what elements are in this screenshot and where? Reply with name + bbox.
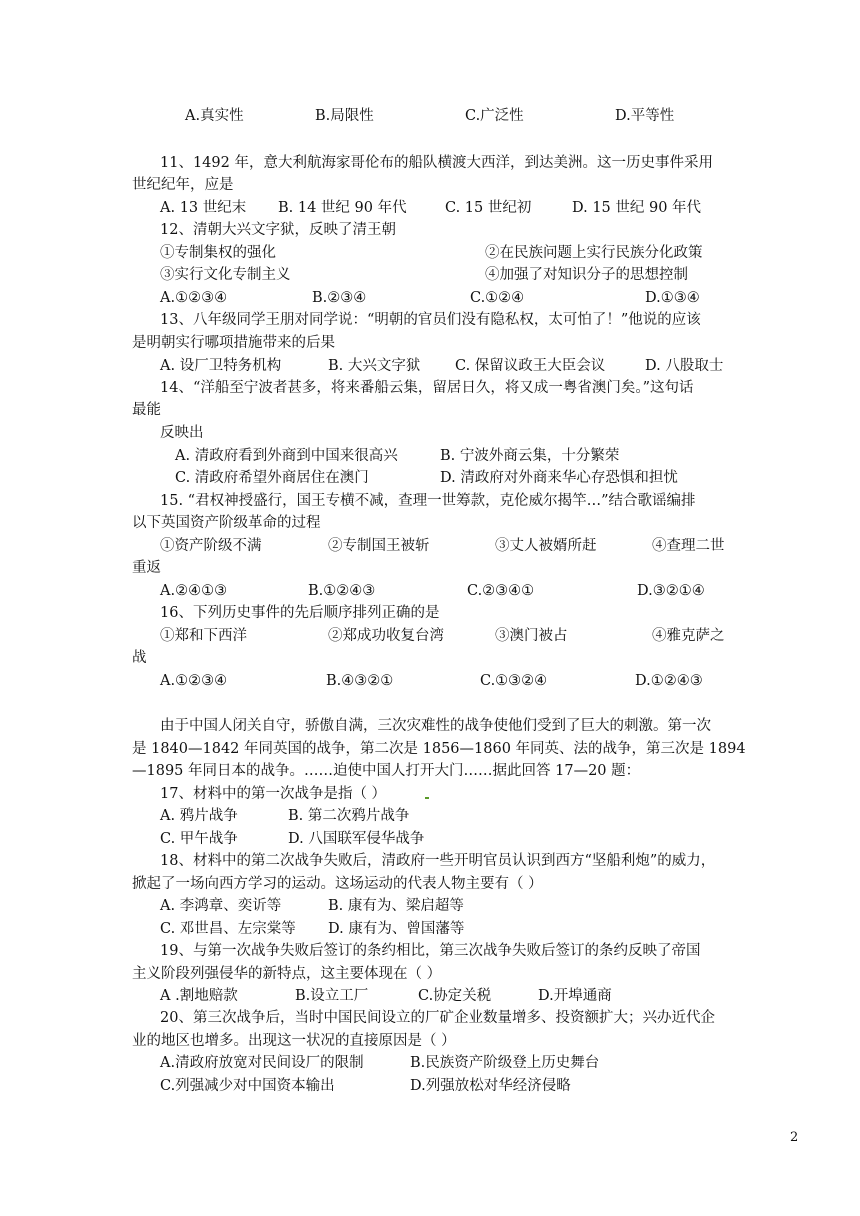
q17-option-b: B. 第二次鸦片战争 xyxy=(288,808,410,824)
q15-item-3: ③丈人被婿所赶 xyxy=(495,538,597,554)
q12-stem: 12、清朝大兴文字狱，反映了清王朝 xyxy=(160,222,396,238)
q14-stem-line1: 14、“洋船至宁波者甚多，将来番船云集，留居日久，将又成一粤省澳门矣。”这句话 xyxy=(160,380,694,396)
q15-item-1: ①资产阶级不满 xyxy=(160,538,262,554)
q18-option-d: D. 康有为、曾国藩等 xyxy=(328,921,465,937)
q17-options-row1 xyxy=(0,805,860,827)
q10-options xyxy=(0,105,860,127)
q16-option-c: C.①③②④ xyxy=(480,673,548,689)
q10-option-c: C.广泛性 xyxy=(465,108,524,124)
q20-options-row2 xyxy=(0,1075,860,1097)
q20-stem-line2: 业的地区也增多。出现这一状况的直接原因是（ ） xyxy=(132,1033,456,1049)
q20-option-a: A.清政府放宽对民间设厂的限制 xyxy=(160,1055,364,1071)
q15-option-a: A.②④①③ xyxy=(160,583,228,599)
q13-option-d: D. 八股取士 xyxy=(645,358,724,374)
q19-option-b: B.设立工厂 xyxy=(295,988,369,1004)
q16-option-d: D.①②④③ xyxy=(635,673,703,689)
q15-items-wrap: 重返 xyxy=(132,560,161,576)
q18-options-row1 xyxy=(0,895,860,917)
material-line1: 由于中国人闭关自守，骄傲自满，三次灾难性的战争使他们受到了巨大的刺激。第一次 xyxy=(160,718,711,734)
q16-items-wrap: 战 xyxy=(132,650,147,666)
q13-stem-line2: 是明朝实行哪项措施带来的后果 xyxy=(132,335,335,351)
q16-item-4: ④雅克萨之 xyxy=(652,628,725,644)
q15-stem-line1: 15. “君权神授盛行，国王专横不减，查理一世筹款，克伦威尔揭竿…”结合歌谣编排 xyxy=(160,493,696,509)
q14-option-d: D. 清政府对外商来华心存恐惧和担忧 xyxy=(440,470,678,486)
q14-options-row2 xyxy=(0,467,860,489)
q15-item-4: ④查理二世 xyxy=(652,538,725,554)
q19-stem-line1: 19、与第一次战争失败后签订的条约相比，第三次战争失败后签订的条约反映了帝国 xyxy=(160,943,701,959)
q16-options xyxy=(0,670,860,692)
q17-option-d: D. 八国联军侵华战争 xyxy=(288,831,425,847)
q13-stem-line1: 13、八年级同学王朋对同学说：“明朝的官员们没有隐私权，太可怕了！”他说的应该 xyxy=(160,312,701,328)
q14-option-a: A. 清政府看到外商到中国来很高兴 xyxy=(175,448,398,464)
q12-option-c: C.①②④ xyxy=(470,290,525,306)
q16-items xyxy=(0,625,860,647)
q14-stem-line3: 反映出 xyxy=(160,425,204,441)
q14-option-c: C. 清政府希望外商居住在澳门 xyxy=(175,470,369,486)
q11-stem-line2: 世纪纪年，应是 xyxy=(132,177,234,193)
q18-option-c: C. 邓世昌、左宗棠等 xyxy=(160,921,296,937)
q19-option-c: C.协定关税 xyxy=(418,988,492,1004)
q10-option-b: B.局限性 xyxy=(315,108,374,124)
q13-options xyxy=(0,355,860,377)
material-line2: 是 1840—1842 年同英国的战争，第二次是 1856—1860 年同英、法的战争，第三次是 1894 xyxy=(132,741,746,757)
q16-option-a: A.①②③④ xyxy=(160,673,228,689)
q20-stem-line1: 20、第三次战争后，当时中国民间设立的厂矿企业数量增多、投资额扩大；兴办近代企 xyxy=(160,1010,715,1026)
q13-option-a: A. 设厂卫特务机构 xyxy=(160,358,282,374)
q11-options xyxy=(0,197,860,219)
q11-stem-line1: 11、1492 年，意大利航海家哥伦布的船队横渡大西洋，到达美洲。这一历史事件采用 xyxy=(160,155,713,171)
q15-option-d: D.③②①④ xyxy=(637,583,705,599)
q14-options-row1 xyxy=(0,445,860,467)
q15-stem-line2: 以下英国资产阶级革命的过程 xyxy=(132,515,321,531)
edit-mark xyxy=(425,797,429,799)
page-number: 2 xyxy=(790,1130,799,1145)
q20-option-d: D.列强放松对华经济侵略 xyxy=(410,1078,571,1094)
q20-option-b: B.民族资产阶级登上历史舞台 xyxy=(410,1055,600,1071)
q12-option-d: D.①③④ xyxy=(645,290,700,306)
q13-option-c: C. 保留议政王大臣会议 xyxy=(455,358,606,374)
q15-items xyxy=(0,535,860,557)
q12-item-1: ①专制集权的强化 xyxy=(160,245,276,261)
q12-options xyxy=(0,287,860,309)
q12-item-4: ④加强了对知识分子的思想控制 xyxy=(485,267,688,283)
q11-option-a: A. 13 世纪末 xyxy=(160,200,247,216)
q12-items-row1 xyxy=(0,242,860,264)
q16-item-3: ③澳门被占 xyxy=(495,628,568,644)
q17-option-a: A. 鸦片战争 xyxy=(160,808,238,824)
q16-item-2: ②郑成功收复台湾 xyxy=(328,628,444,644)
q16-option-b: B.④③②① xyxy=(326,673,394,689)
q18-option-b: B. 康有为、梁启超等 xyxy=(328,898,464,914)
q17-option-c: C. 甲午战争 xyxy=(160,831,238,847)
q14-stem-line2: 最能 xyxy=(132,402,161,418)
q17-options-row2 xyxy=(0,828,860,850)
q17-stem: 17、材料中的第一次战争是指（ ） xyxy=(160,786,387,802)
q19-options xyxy=(0,985,860,1007)
q19-stem-line2: 主义阶段列强侵华的新特点，这主要体现在（ ） xyxy=(132,966,442,982)
q15-option-c: C.②③④① xyxy=(467,583,535,599)
q11-option-d: D. 15 世纪 90 年代 xyxy=(572,200,702,216)
q11-option-c: C. 15 世纪初 xyxy=(445,200,532,216)
q16-stem: 16、下列历史事件的先后顺序排列正确的是 xyxy=(160,605,440,621)
q18-option-a: A. 李鸿章、奕䜣等 xyxy=(160,898,282,914)
q20-options-row1 xyxy=(0,1052,860,1074)
q15-options xyxy=(0,580,860,602)
q15-option-b: B.①②④③ xyxy=(308,583,376,599)
q16-item-1: ①郑和下西洋 xyxy=(160,628,247,644)
q13-option-b: B. 大兴文字狱 xyxy=(328,358,421,374)
q18-stem-line1: 18、材料中的第二次战争失败后，清政府一些开明官员认识到西方“坚船利炮”的威力， xyxy=(160,853,716,869)
q14-option-b: B. 宁波外商云集，十分繁荣 xyxy=(440,448,620,464)
material-line3: —1895 年同日本的战争。……迫使中国人打开大门……据此回答 17—20 题： xyxy=(132,763,641,779)
q19-option-a: A .割地赔款 xyxy=(160,988,238,1004)
q12-item-2: ②在民族问题上实行民族分化政策 xyxy=(485,245,703,261)
q12-items-row2 xyxy=(0,264,860,286)
q15-item-2: ②专制国王被斩 xyxy=(328,538,430,554)
q12-option-a: A.①②③④ xyxy=(160,290,228,306)
q19-option-d: D.开埠通商 xyxy=(538,988,612,1004)
q18-options-row2 xyxy=(0,918,860,940)
q12-option-b: B.②③④ xyxy=(312,290,367,306)
q18-stem-line2: 掀起了一场向西方学习的运动。这场运动的代表人物主要有（ ） xyxy=(132,876,543,892)
q11-option-b: B. 14 世纪 90 年代 xyxy=(278,200,407,216)
q20-option-c: C.列强减少对中国资本输出 xyxy=(160,1078,335,1094)
q12-item-3: ③实行文化专制主义 xyxy=(160,267,291,283)
q10-option-a: A.真实性 xyxy=(185,108,244,124)
q10-option-d: D.平等性 xyxy=(615,108,675,124)
